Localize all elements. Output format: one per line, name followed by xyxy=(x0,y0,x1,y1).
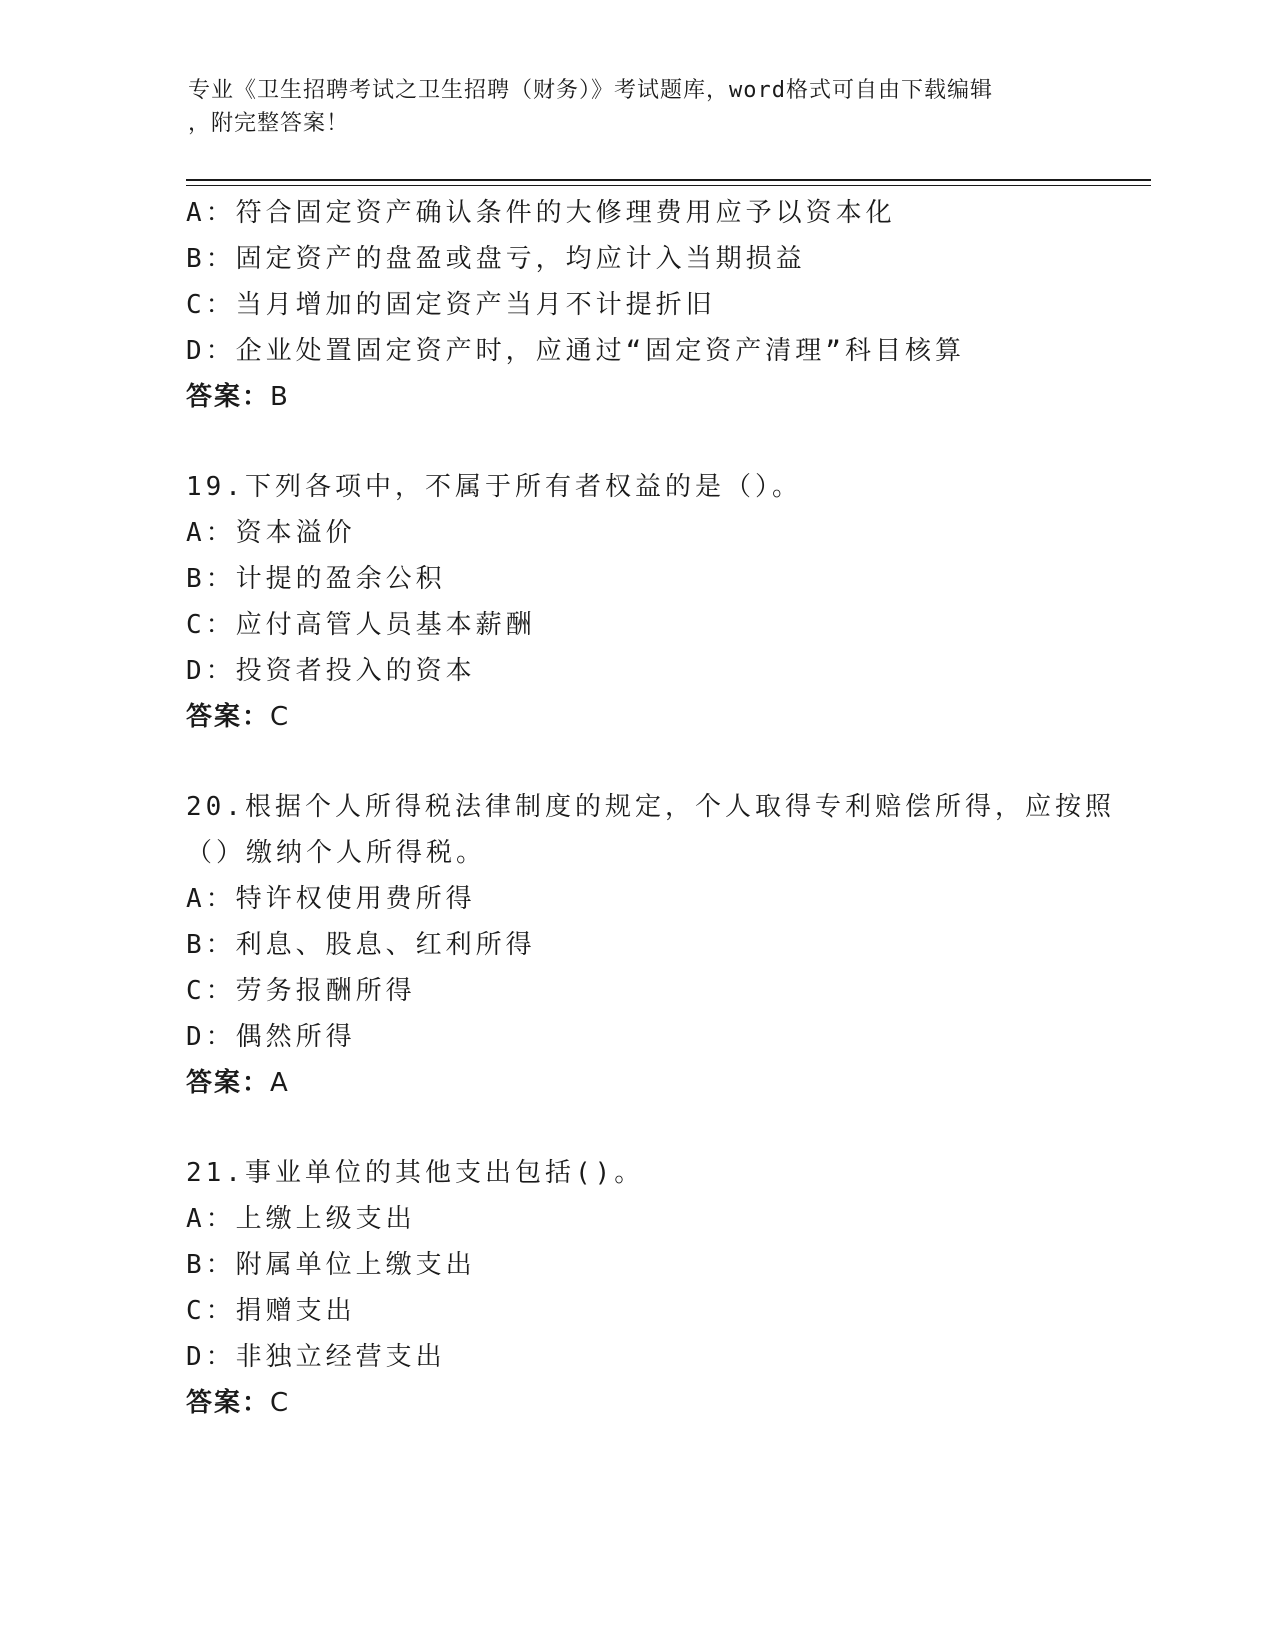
q18-answer xyxy=(186,374,1146,420)
question-18 xyxy=(186,190,1146,420)
q20-option-c: C：劳务报酬所得 xyxy=(186,976,416,1006)
q18-option-b: B：固定资产的盘盈或盘亏，均应计入当期损益 xyxy=(186,244,806,274)
q19-answer-label: 答案： xyxy=(186,702,271,732)
q21-answer-label: 答案： xyxy=(186,1388,271,1418)
q21-option-a: A：上缴上级支出 xyxy=(186,1204,416,1234)
q18-answer-label: 答案： xyxy=(186,382,271,412)
q20-answer-label: 答案： xyxy=(186,1068,271,1098)
q21-option-b: B：附属单位上缴支出 xyxy=(186,1250,476,1280)
q21-answer xyxy=(186,1380,1146,1426)
question-20 xyxy=(186,784,1146,1106)
q18-option-d: D：企业处置固定资产时，应通过“固定资产清理”科目核算 xyxy=(186,336,965,366)
q19-option-b: B：计提的盈余公积 xyxy=(186,564,446,594)
q20-stem-line-1: 20.根据个人所得税法律制度的规定，个人取得专利赔偿所得，应按照 xyxy=(186,792,1115,822)
q19-answer-value: C xyxy=(270,702,291,732)
q18-answer-value: B xyxy=(270,382,290,412)
q18-option-a: A：符合固定资产确认条件的大修理费用应予以资本化 xyxy=(186,198,896,228)
header-divider-thin xyxy=(186,185,1151,186)
header-divider-thick xyxy=(186,179,1151,181)
q19-option-c: C：应付高管人员基本薪酬 xyxy=(186,610,536,640)
q20-answer-value: A xyxy=(270,1068,290,1098)
q19-answer xyxy=(186,694,1146,740)
question-19 xyxy=(186,464,1146,740)
q20-stem-line-2: （）缴纳个人所得税。 xyxy=(186,838,487,868)
spacer xyxy=(186,740,1146,784)
q21-option-d: D：非独立经营支出 xyxy=(186,1342,446,1372)
header-line-1: 专业《卫生招聘考试之卫生招聘（财务）》考试题库，word格式可自由下载编辑 xyxy=(188,78,993,103)
q21-answer-value: C xyxy=(270,1388,291,1418)
q20-answer xyxy=(186,1060,1146,1106)
q18-option-c: C：当月增加的固定资产当月不计提折旧 xyxy=(186,290,716,320)
q20-option-a: A：特许权使用费所得 xyxy=(186,884,476,914)
q19-option-a: A：资本溢价 xyxy=(186,518,356,548)
q20-option-d: D：偶然所得 xyxy=(186,1022,356,1052)
q19-option-d: D：投资者投入的资本 xyxy=(186,656,476,686)
spacer xyxy=(186,420,1146,464)
header-line-2: ，附完整答案！ xyxy=(188,111,350,136)
spacer xyxy=(186,1106,1146,1150)
q20-option-b: B：利息、股息、红利所得 xyxy=(186,930,536,960)
question-list xyxy=(186,190,1146,1426)
q19-stem: 19.下列各项中，不属于所有者权益的是（）。 xyxy=(186,472,802,502)
q21-stem: 21.事业单位的其他支出包括()。 xyxy=(186,1158,645,1188)
question-21 xyxy=(186,1150,1146,1426)
document-header xyxy=(188,74,1088,140)
q21-option-c: C：捐赠支出 xyxy=(186,1296,356,1326)
